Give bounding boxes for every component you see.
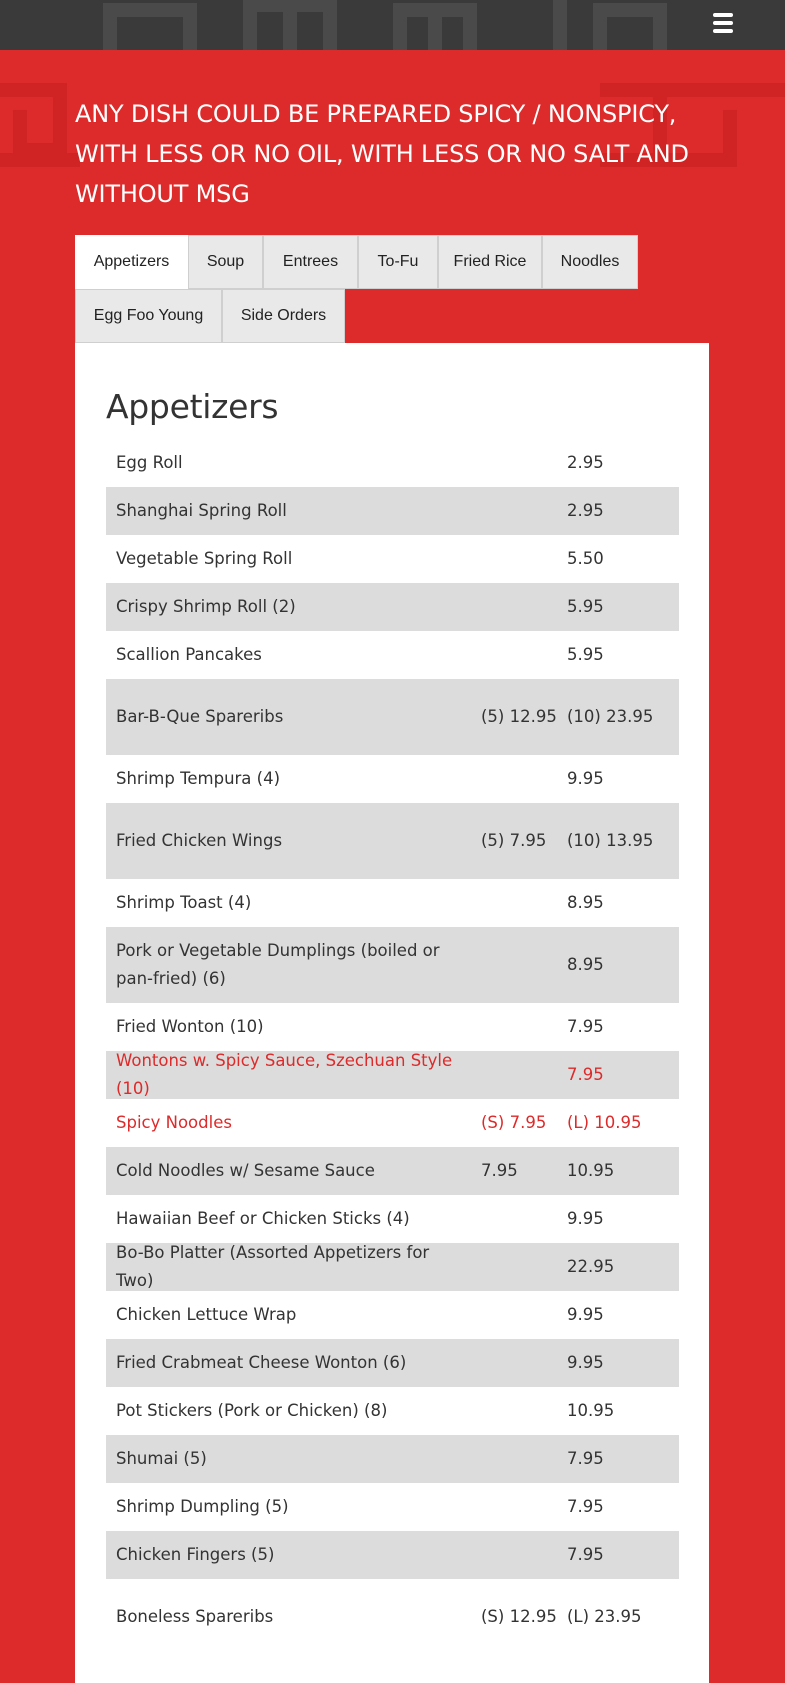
item-price-large: (10) 13.95 [567, 831, 654, 850]
item-price-large: 7.95 [567, 1449, 604, 1468]
tab-to-fu[interactable]: To-Fu [358, 235, 438, 289]
item-name: Pot Stickers (Pork or Chicken) (8) [116, 1401, 388, 1420]
item-name: Fried Chicken Wings [116, 831, 283, 850]
item-name: Scallion Pancakes [116, 645, 262, 664]
tab-side-orders[interactable]: Side Orders [222, 289, 345, 343]
tab-entrees[interactable]: Entrees [263, 235, 358, 289]
item-name: Shumai (5) [116, 1449, 207, 1468]
item-name: Vegetable Spring Roll [116, 549, 293, 568]
hamburger-menu-icon[interactable] [713, 13, 733, 35]
item-price-large: (L) 23.95 [567, 1607, 642, 1626]
table-row [106, 679, 679, 755]
table-row [106, 487, 679, 535]
item-price-small: (S) 12.95 [481, 1607, 557, 1626]
item-price-large: 9.95 [567, 769, 604, 788]
table-row [106, 1195, 679, 1243]
item-price-large: 2.95 [567, 501, 604, 520]
header-pattern [0, 0, 785, 50]
item-name: Fried Wonton (10) [116, 1017, 264, 1036]
item-name: Wontons w. Spicy Sauce, Szechuan Style (10) [116, 1051, 453, 1098]
item-price-small: (5) 12.95 [481, 707, 557, 726]
item-name: Chicken Fingers (5) [116, 1545, 275, 1564]
item-price-large: 9.95 [567, 1353, 604, 1372]
section-title: Appetizers [106, 387, 279, 426]
item-price-large: 5.50 [567, 549, 604, 568]
item-name: Shrimp Toast (4) [116, 893, 252, 912]
tab-noodles[interactable]: Noodles [542, 235, 638, 289]
table-row [106, 583, 679, 631]
table-row [106, 1387, 679, 1435]
table-row-spicy [106, 1051, 679, 1099]
item-price-large: (10) 23.95 [567, 707, 654, 726]
item-name: Bo-Bo Platter (Assorted Appetizers for Two) [116, 1243, 430, 1290]
item-price-large: 9.95 [567, 1209, 604, 1228]
table-row [106, 927, 679, 1003]
item-price-large: 2.95 [567, 453, 604, 472]
item-name: Fried Crabmeat Cheese Wonton (6) [116, 1353, 407, 1372]
top-bar [0, 0, 785, 50]
table-row [106, 1243, 679, 1291]
tab-egg-foo-young[interactable]: Egg Foo Young [75, 289, 222, 343]
item-name: Shanghai Spring Roll [116, 501, 287, 520]
item-price-large: 7.95 [567, 1497, 604, 1516]
item-price-large: 5.95 [567, 597, 604, 616]
tab-fried-rice[interactable]: Fried Rice [438, 235, 542, 289]
item-price-large: 10.95 [567, 1161, 615, 1180]
menu-panel [75, 343, 709, 1683]
tab-appetizers[interactable]: Appetizers [75, 235, 188, 289]
item-name: Hawaiian Beef or Chicken Sticks (4) [116, 1209, 410, 1228]
dietary-notice: ANY DISH COULD BE PREPARED SPICY / NONSPICY, WITH LESS OR NO OIL, WITH LESS OR NO SALT AND WITHOUT MSG [75, 100, 689, 208]
menu-table [106, 439, 679, 1655]
table-row [106, 1483, 679, 1531]
table-row [106, 1435, 679, 1483]
item-name: Boneless Spareribs [116, 1607, 274, 1626]
item-name: Cold Noodles w/ Sesame Sauce [116, 1161, 375, 1180]
table-row [106, 631, 679, 679]
item-price-large: 8.95 [567, 955, 604, 974]
item-price-large: 9.95 [567, 1305, 604, 1324]
item-price-large: (L) 10.95 [567, 1113, 642, 1132]
item-name: Spicy Noodles [116, 1113, 232, 1132]
item-price-small: (S) 7.95 [481, 1113, 547, 1132]
item-price-large: 7.95 [567, 1017, 604, 1036]
item-price-large: 10.95 [567, 1401, 615, 1420]
table-row [106, 535, 679, 583]
item-name: Chicken Lettuce Wrap [116, 1305, 297, 1324]
table-row [106, 439, 679, 487]
item-price-large: 5.95 [567, 645, 604, 664]
table-row [106, 755, 679, 803]
item-name: Shrimp Tempura (4) [116, 769, 281, 788]
item-name: Shrimp Dumpling (5) [116, 1497, 289, 1516]
item-name: Egg Roll [116, 453, 183, 472]
item-name: Crispy Shrimp Roll (2) [116, 597, 296, 616]
table-row [106, 1147, 679, 1195]
item-name: Bar-B-Que Spareribs [116, 707, 284, 726]
item-price-large: 7.95 [567, 1065, 604, 1084]
item-price-small: (5) 7.95 [481, 831, 547, 850]
table-row [106, 1291, 679, 1339]
table-row [106, 1339, 679, 1387]
tab-soup[interactable]: Soup [188, 235, 263, 289]
table-row [106, 1003, 679, 1051]
item-price-large: 8.95 [567, 893, 604, 912]
table-row [106, 1579, 679, 1655]
item-price-small: 7.95 [481, 1161, 518, 1180]
item-name: Pork or Vegetable Dumplings (boiled or pan-fried) (6) [116, 941, 440, 988]
table-row [106, 1531, 679, 1579]
table-row [106, 879, 679, 927]
table-row [106, 803, 679, 879]
table-row-spicy [106, 1099, 679, 1147]
item-price-large: 22.95 [567, 1257, 615, 1276]
item-price-large: 7.95 [567, 1545, 604, 1564]
